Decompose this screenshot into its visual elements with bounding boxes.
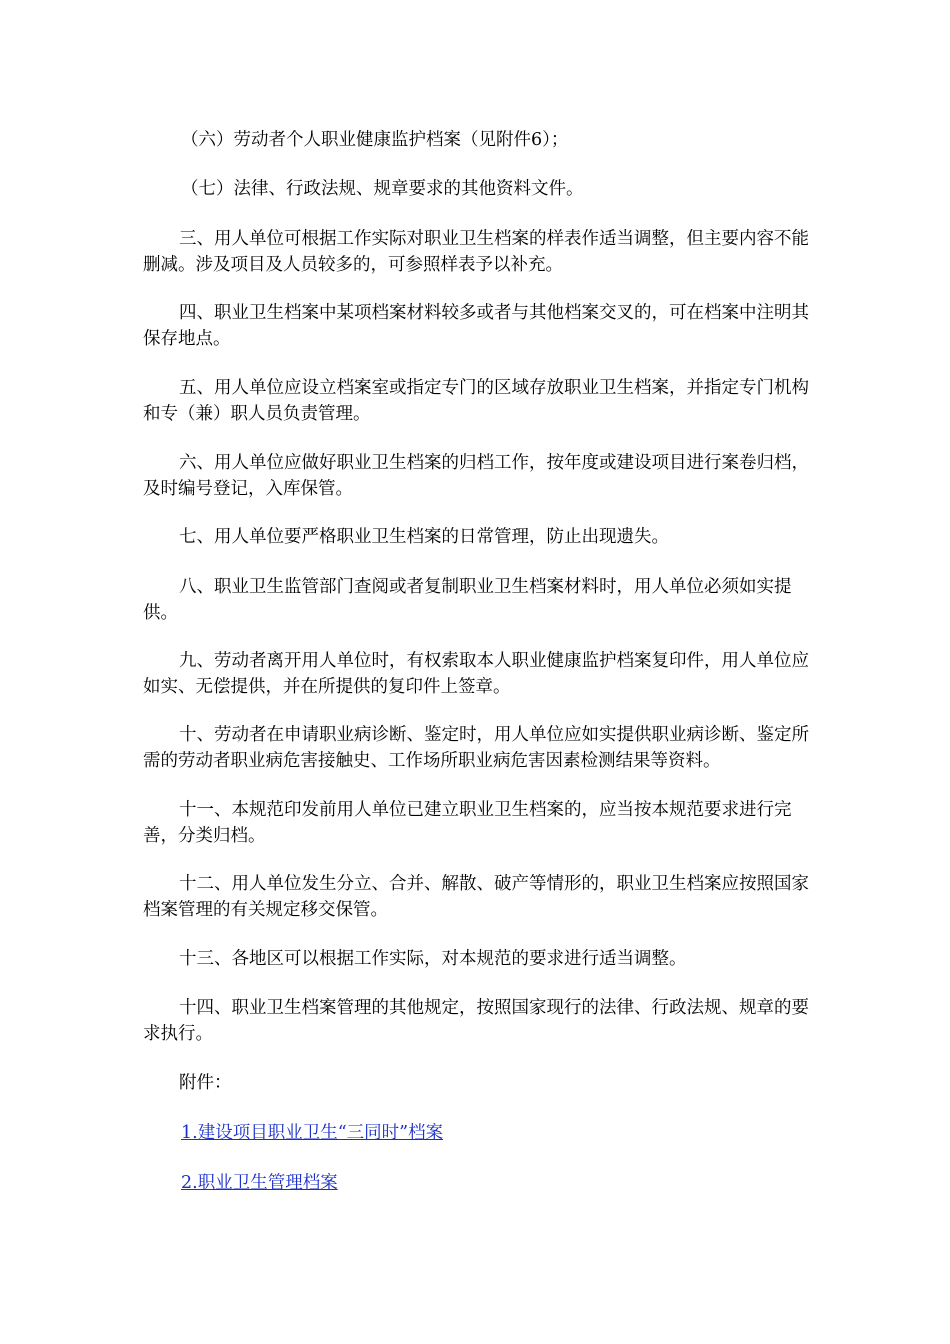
paragraph-section-6: 六、用人单位应做好职业卫生档案的归档工作，按年度或建设项目进行案卷归档，及时编号登记，入库保管。 xyxy=(143,453,809,499)
paragraph-section-9: 九、劳动者离开用人单位时，有权索取本人职业健康监护档案复印件，用人单位应如实、无偿提供，并在所提供的复印件上签章。 xyxy=(143,651,809,697)
attachment-link-1-row xyxy=(181,1120,443,1146)
paragraph-section-12: 十二、用人单位发生分立、合并、解散、破产等情形的，职业卫生档案应按照国家档案管理的有关规定移交保管。 xyxy=(143,874,809,920)
paragraph-section-7: 七、用人单位要严格职业卫生档案的日常管理，防止出现遗失。 xyxy=(179,527,669,547)
paragraph-item-6: （六）劳动者个人职业健康监护档案（见附件6）； xyxy=(181,130,569,150)
paragraph-section-8: 八、职业卫生监管部门查阅或者复制职业卫生档案材料时，用人单位必须如实提供。 xyxy=(143,577,792,623)
attachment-link-2[interactable]: 2.职业卫生管理档案 xyxy=(181,1173,338,1193)
attachments-heading: 附件： xyxy=(179,1073,232,1093)
attachment-link-2-row xyxy=(181,1170,338,1196)
paragraph-section-5: 五、用人单位应设立档案室或指定专门的区域存放职业卫生档案，并指定专门机构和专（兼）职人员负责管理。 xyxy=(143,378,809,424)
paragraph-section-11: 十一、本规范印发前用人单位已建立职业卫生档案的，应当按本规范要求进行完善，分类归档。 xyxy=(143,800,792,846)
paragraph-section-10: 十、劳动者在申请职业病诊断、鉴定时，用人单位应如实提供职业病诊断、鉴定所需的劳动者职业病危害接触史、工作场所职业病危害因素检测结果等资料。 xyxy=(143,725,809,771)
attachment-link-1[interactable]: 1.建设项目职业卫生“三同时”档案 xyxy=(181,1123,444,1143)
paragraph-section-4: 四、职业卫生档案中某项档案材料较多或者与其他档案交叉的，可在档案中注明其保存地点。 xyxy=(143,303,809,349)
paragraph-section-14: 十四、职业卫生档案管理的其他规定，按照国家现行的法律、行政法规、规章的要求执行。 xyxy=(143,998,809,1044)
paragraph-section-13: 十三、各地区可以根据工作实际，对本规范的要求进行适当调整。 xyxy=(179,949,687,969)
paragraph-item-7: （七）法律、行政法规、规章要求的其他资料文件。 xyxy=(181,179,584,199)
paragraph-section-3: 三、用人单位可根据工作实际对职业卫生档案的样表作适当调整，但主要内容不能删减。涉及项目及人员较多的，可参照样表予以补充。 xyxy=(143,229,809,275)
